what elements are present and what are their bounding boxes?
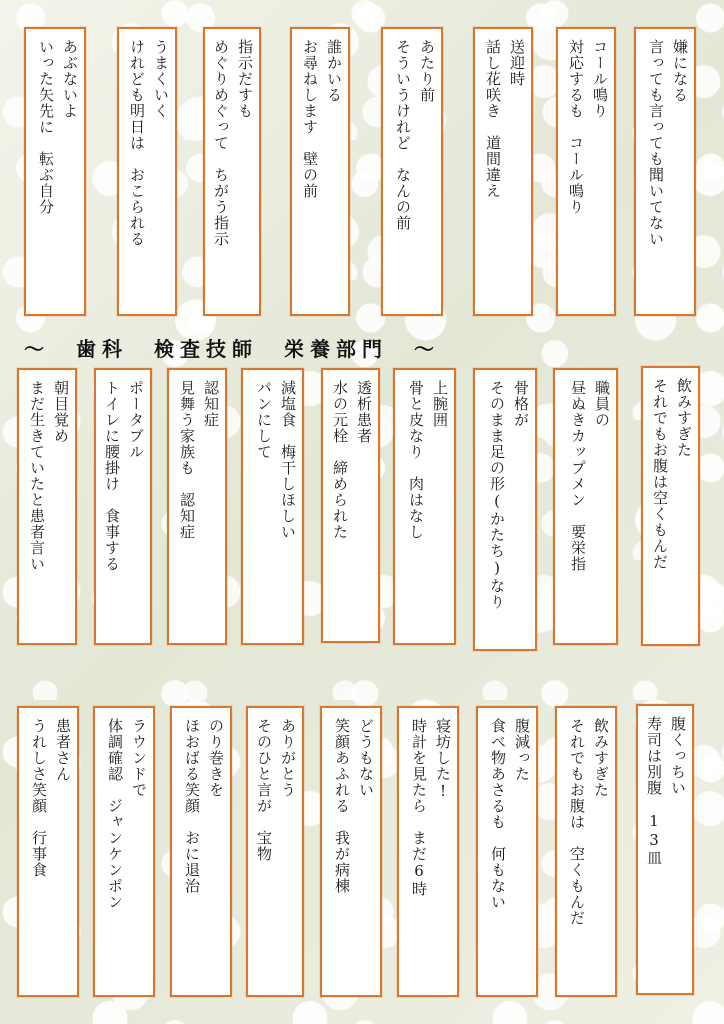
senryu-line: 指示だすも [236, 39, 254, 119]
senryu-card [24, 27, 86, 316]
senryu-line: 減塩食 梅干しほしい [279, 380, 297, 540]
senryu-card [556, 27, 616, 316]
senryu-line: 言っても言っても聞いてない [647, 39, 665, 247]
senryu-card [393, 368, 456, 645]
senryu-line: あぶないよ [61, 39, 79, 119]
senryu-line: めぐりめぐって ちがう指示 [212, 39, 230, 247]
senryu-line: けれども明日は おこられる [128, 39, 146, 247]
senryu-line: 腹減った [513, 718, 531, 782]
senryu-card [170, 706, 232, 997]
senryu-card [641, 366, 700, 646]
senryu-card [553, 368, 618, 645]
senryu-line: それでもお腹は 空くもんだ [568, 718, 586, 926]
senryu-line: 昼ぬきカップメン 要栄指 [569, 380, 587, 572]
senryu-card [555, 706, 617, 997]
senryu-card [241, 368, 304, 645]
senryu-line: 食べ物あさるも 何もない [489, 718, 507, 910]
senryu-card [381, 27, 443, 316]
senryu-line: 飲みすぎた [675, 378, 693, 458]
senryu-line: ラウンドで [130, 718, 148, 798]
senryu-line: 対応するも コール鳴り [567, 39, 585, 215]
senryu-card [320, 706, 382, 997]
senryu-line: そういうけれど なんの前 [394, 39, 412, 231]
senryu-line: ほおばる笑顔 おに退治 [183, 718, 201, 894]
senryu-line: ポータブル [127, 380, 145, 460]
senryu-line: うまくいく [152, 39, 170, 119]
senryu-line: そのまま足の形(かたち)なり [488, 380, 506, 610]
senryu-line: 話し花咲き 道間違え [484, 39, 502, 199]
senryu-line: 骨と皮なり 肉はなし [407, 380, 425, 540]
senryu-line: 上腕囲 [431, 380, 449, 428]
senryu-line: 患者さん [54, 718, 72, 782]
senryu-card [321, 368, 380, 643]
senryu-line: ありがとう [279, 718, 297, 798]
senryu-line: コール鳴り [591, 39, 609, 119]
senryu-line: それでもお腹は空くもんだ [651, 378, 669, 570]
senryu-line: 嫌になる [671, 39, 689, 103]
senryu-line: 水の元栓 締められた [331, 380, 349, 540]
senryu-line: 認知症 [202, 380, 220, 428]
senryu-line: いった矢先に 転ぶ自分 [37, 39, 55, 215]
senryu-line: あたり前 [418, 39, 436, 103]
senryu-card [290, 27, 350, 316]
senryu-card [473, 368, 537, 651]
senryu-line: そのひと言が 宝物 [255, 718, 273, 862]
senryu-card [93, 706, 155, 997]
senryu-line: パンにして [255, 380, 273, 460]
senryu-card [203, 27, 261, 316]
senryu-card [636, 704, 694, 995]
senryu-line: お尋ねします 壁の前 [301, 39, 319, 199]
section-heading: 〜 歯科 検査技師 栄養部門 〜 [24, 337, 440, 361]
senryu-card [94, 368, 152, 645]
senryu-line: うれしさ笑顔 行事食 [30, 718, 48, 878]
senryu-line: 寿司は別腹 13皿 [645, 716, 663, 866]
senryu-line: どうもない [357, 718, 375, 798]
senryu-line: 寝坊した! [434, 718, 452, 801]
senryu-card [167, 368, 227, 645]
senryu-line: 骨格が [512, 380, 530, 428]
senryu-line: 誰かいる [325, 39, 343, 103]
senryu-card [473, 27, 533, 316]
senryu-line: 見舞う家族も 認知症 [178, 380, 196, 540]
senryu-line: 職員の [593, 380, 611, 428]
senryu-line: のり巻きを [207, 718, 225, 798]
senryu-line: 朝目覚め [52, 380, 70, 444]
senryu-line: 送迎時 [508, 39, 526, 87]
senryu-line: 飲みすぎた [592, 718, 610, 798]
senryu-line: 笑顔あふれる 我が病棟 [333, 718, 351, 894]
senryu-card [397, 706, 459, 997]
senryu-card [17, 706, 79, 997]
senryu-line: トイレに腰掛け 食事する [103, 380, 121, 572]
senryu-card [246, 706, 304, 997]
senryu-line: 腹くっちい [669, 716, 687, 796]
senryu-line: 透析患者 [355, 380, 373, 444]
senryu-card [476, 706, 538, 997]
senryu-line: まだ生きていたと患者言い [28, 380, 46, 572]
senryu-card [117, 27, 177, 316]
senryu-card [17, 368, 77, 645]
senryu-line: 体調確認 ジャンケンポン [106, 718, 124, 910]
senryu-card [634, 27, 696, 316]
senryu-line: 時計を見たら まだ6時 [410, 718, 428, 897]
